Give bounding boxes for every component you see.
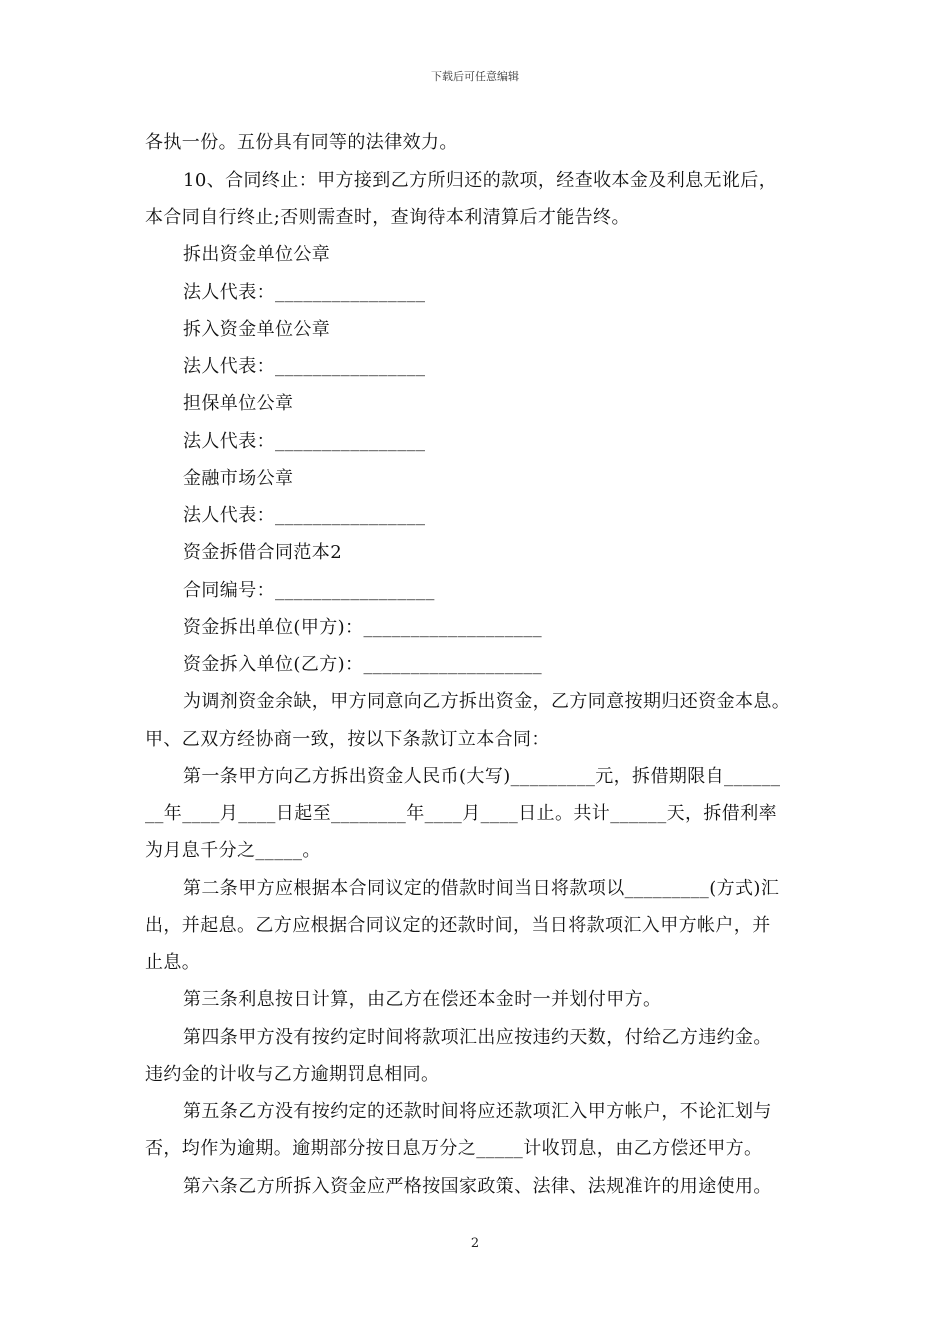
text-line: 第三条利息按日计算，由乙方在偿还本金时一并划付甲方。	[183, 989, 662, 1010]
text-line: 为月息千分之_____。	[145, 840, 321, 861]
text-line: 第二条甲方应根据本合同议定的借款时间当日将款项以_________(方式)汇	[183, 878, 780, 899]
text-line: __年____月____日起至________年____月____日止。共计______天，拆借利率	[145, 803, 777, 824]
text-line: 法人代表：________________	[183, 505, 426, 526]
text-line: 拆出资金单位公章	[183, 244, 331, 265]
text-line: 拆入资金单位公章	[183, 319, 331, 340]
text-line: 各执一份。五份具有同等的法律效力。	[145, 132, 458, 153]
text-line: 本合同自行终止;否则需查时，查询待本利清算后才能告终。	[145, 207, 630, 228]
text-line: 第五条乙方没有按约定的还款时间将应还款项汇入甲方帐户，不论汇划与	[183, 1101, 772, 1122]
page-header: 下载后可任意编辑	[431, 70, 519, 83]
text-line: 甲、乙双方经协商一致，按以下条款订立本合同：	[145, 729, 550, 750]
text-line: 为调剂资金余缺，甲方同意向乙方拆出资金，乙方同意按期归还资金本息。	[183, 691, 791, 712]
text-line: 法人代表：________________	[183, 431, 426, 452]
text-line: 出，并起息。乙方应根据合同议定的还款时间，当日将款项汇入甲方帐户，并	[145, 915, 771, 936]
text-line: 法人代表：________________	[183, 282, 426, 303]
text-line: 止息。	[145, 952, 201, 973]
text-line: 合同编号：_________________	[183, 580, 435, 601]
text-line: 否，均作为逾期。逾期部分按日息万分之_____计收罚息，由乙方偿还甲方。	[145, 1138, 763, 1159]
page-number: 2	[470, 1236, 480, 1251]
text-line: 金融市场公章	[183, 468, 294, 489]
text-line: 资金拆出单位(甲方)：___________________	[183, 617, 543, 638]
text-line: 10、合同终止：甲方接到乙方所归还的款项，经查收本金及利息无讹后，	[183, 170, 778, 191]
text-line: 违约金的计收与乙方逾期罚息相同。	[145, 1064, 440, 1085]
text-line: 资金拆借合同范本2	[183, 542, 343, 563]
text-line: 第四条甲方没有按约定时间将款项汇出应按违约天数，付给乙方违约金。	[183, 1027, 772, 1048]
text-line: 第一条甲方向乙方拆出资金人民币(大写)_________元，拆借期限自______	[183, 766, 781, 787]
text-line: 法人代表：________________	[183, 356, 426, 377]
text-line: 资金拆入单位(乙方)：___________________	[183, 654, 543, 675]
text-line: 第六条乙方所拆入资金应严格按国家政策、法律、法规准许的用途使用。	[183, 1176, 772, 1197]
text-line: 担保单位公章	[183, 393, 294, 414]
